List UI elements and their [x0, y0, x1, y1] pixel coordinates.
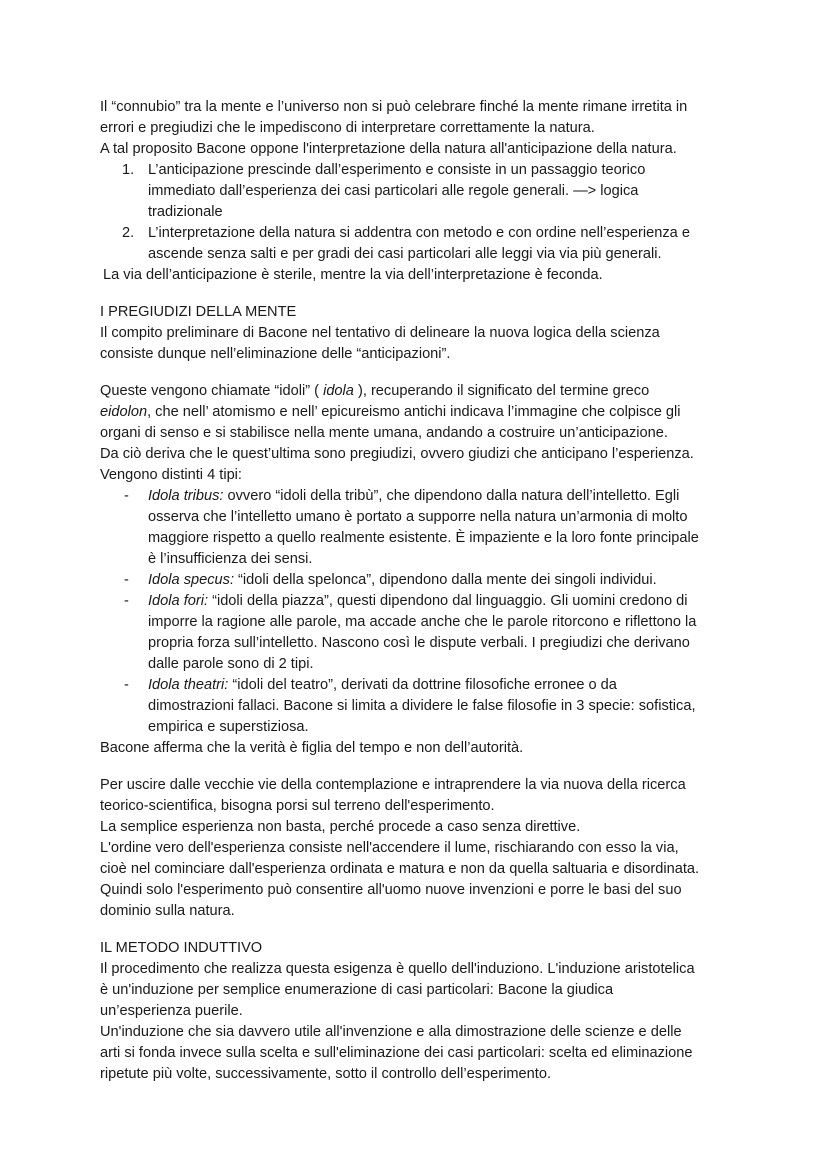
text-line: [100, 465, 740, 486]
text-line: [148, 654, 740, 675]
text-span: , che nell’ atomismo e nell’ epicureismo antichi indicava l’immagine che colpisce gli: [147, 404, 681, 420]
bullet-dash: -: [124, 572, 129, 588]
paragraph: [100, 959, 740, 1085]
list-number: 2.: [122, 225, 135, 241]
paragraph: [100, 738, 740, 759]
text-span: ovvero “idoli della tribù”, che dipendono dalla natura dell’intelletto. Egli: [223, 488, 680, 504]
text-span: L’interpretazione della natura si addentra con metodo e con ordine nell’esperienza e: [148, 225, 690, 241]
text-line: [148, 717, 740, 738]
paragraph: [100, 775, 740, 922]
text-line: [148, 507, 740, 528]
text-line: un’esperienza puerile.: [100, 1003, 243, 1019]
text-line: [148, 486, 740, 507]
text-span: organi di senso e si stabilisce nella mente umana, andando a costruire un’anticipazione.: [100, 425, 668, 441]
text-line: [100, 444, 740, 465]
text-line: [148, 549, 740, 570]
text-line: Quindi solo l'esperimento può consentire all'uomo nuove invenzioni e porre le basi del suo: [100, 882, 682, 898]
idola-term: Idola specus:: [148, 572, 234, 588]
paragraph: [100, 97, 740, 160]
text-line: La via dell’anticipazione è sterile, mentre la via dell’interpretazione è feconda.: [103, 267, 603, 283]
bullet-dash: -: [124, 488, 129, 504]
text-line: [100, 423, 740, 444]
paragraph: [100, 323, 740, 365]
text-line: dominio sulla natura.: [100, 903, 235, 919]
text-span: Queste vengono chiamate “idoli” (: [100, 383, 324, 399]
text-span: ), recuperando il significato del termine greco: [353, 383, 650, 399]
text-line: teorico-scientifica, bisogna porsi sul terreno dell'esperimento.: [100, 798, 495, 814]
text-span: empirica e superstiziosa.: [148, 719, 309, 735]
text-line: cioè nel cominciare dall'esperienza ordinata e matura e non da quella saltuaria e disordinata.: [100, 861, 700, 877]
text-line: errori e pregiudizi che le impediscono di interpretare correttamente la natura.: [100, 120, 595, 136]
document-section: [100, 938, 740, 1085]
list-number: 1.: [122, 162, 135, 178]
document-section: [100, 381, 740, 759]
italic-term: idola: [323, 383, 354, 399]
text-span: ascende senza salti e per gradi dei casi particolari alle leggi via via più generali.: [148, 246, 662, 262]
list-item: [100, 486, 740, 570]
text-span: Da ciò deriva che le quest’ultima sono pregiudizi, ovvero giudizi che anticipano l’esperienza.: [100, 446, 694, 462]
list-item: [100, 675, 740, 738]
text-line: è un'induzione per semplice enumerazione di casi particolari: Bacone la giudica: [100, 982, 614, 998]
paragraph: [100, 265, 740, 286]
text-line: [148, 160, 740, 181]
list-item: [100, 160, 740, 223]
list-item: [100, 591, 740, 675]
list-item: [100, 223, 740, 265]
text-line: La semplice esperienza non basta, perché procede a caso senza direttive.: [100, 819, 581, 835]
text-line: Bacone afferma che la verità è figlia del tempo e non dell’autorità.: [100, 740, 524, 756]
numbered-list: [100, 160, 740, 265]
text-line: Un'induzione che sia davvero utile all'invenzione e alla dimostrazione delle scienze e delle: [100, 1024, 682, 1040]
text-line: ripetute più volte, successivamente, sotto il controllo dell’esperimento.: [100, 1066, 552, 1082]
text-line: [148, 244, 740, 265]
text-line: Il “connubio” tra la mente e l’universo non si può celebrare finché la mente rimane irretita in: [100, 99, 688, 115]
text-span: tradizionale: [148, 204, 223, 220]
text-span: propria forza sull’intelletto. Nascono così le dispute verbali. I pregiudizi che derivano: [148, 635, 690, 651]
idola-term: Idola theatri:: [148, 677, 229, 693]
text-span: imporre la ragione alle parole, ma accade anche che le parole ritorcono e riflettono la: [148, 614, 697, 630]
section-heading: I PREGIUDIZI DELLA MENTE: [100, 304, 297, 320]
text-line: [148, 181, 740, 202]
text-line: A tal proposito Bacone oppone l'interpretazione della natura all'anticipazione della natura.: [100, 141, 677, 157]
bullet-dash: -: [124, 593, 129, 609]
text-span: è l’insufficienza dei sensi.: [148, 551, 313, 567]
text-line: [148, 696, 740, 717]
text-line: [148, 528, 740, 549]
text-line: [100, 402, 740, 423]
bullet-list: [100, 486, 740, 738]
text-line: L'ordine vero dell'esperienza consiste nell'accendere il lume, rischiarando con esso la via,: [100, 840, 679, 856]
text-line: consiste dunque nell’eliminazione delle “anticipazioni”.: [100, 346, 451, 362]
idola-term: Idola fori:: [148, 593, 209, 609]
text-span: Vengono distinti 4 tipi:: [100, 467, 242, 483]
document-section: [100, 97, 740, 286]
idola-term: Idola tribus:: [148, 488, 224, 504]
text-line: [148, 202, 740, 223]
text-line: [100, 381, 740, 402]
text-line: [148, 612, 740, 633]
text-line: Il procedimento che realizza questa esigenza è quello dell'induziono. L'induzione aristotelica: [100, 961, 695, 977]
list-item: [100, 570, 740, 591]
document-section: [100, 302, 740, 365]
text-line: [148, 570, 740, 591]
text-line: arti si fonda invece sulla scelta e sull'eliminazione dei casi particolari: scelta ed eliminazione: [100, 1045, 693, 1061]
text-span: osserva che l’intelletto umano è portato a supporre nella natura un’armonia di molto: [148, 509, 688, 525]
text-span: immediato dall’esperienza dei casi particolari alle regole generali. —> logica: [148, 183, 639, 199]
paragraph: [100, 381, 740, 486]
text-span: “idoli della piazza”, questi dipendono dal linguaggio. Gli uomini credono di: [208, 593, 688, 609]
text-span: “idoli del teatro”, derivati da dottrine filosofiche erronee o da: [228, 677, 617, 693]
text-span: dalle parole sono di 2 tipi.: [148, 656, 314, 672]
text-line: Per uscire dalle vecchie vie della contemplazione e intraprendere la via nuova della ricerca: [100, 777, 686, 793]
document-section: [100, 775, 740, 922]
italic-term: eidolon: [100, 404, 148, 420]
section-heading: IL METODO INDUTTIVO: [100, 940, 263, 956]
text-line: [148, 591, 740, 612]
text-span: dimostrazioni fallaci. Bacone si limita a dividere le false filosofie in 3 specie: sofistica,: [148, 698, 696, 714]
bullet-dash: -: [124, 677, 129, 693]
text-line: [148, 675, 740, 696]
document-page: [100, 97, 740, 1101]
text-span: maggiore rispetto a quello realmente esistente. È impaziente e la loro fonte principale: [148, 530, 699, 546]
text-line: Il compito preliminare di Bacone nel tentativo di delineare la nuova logica della scienza: [100, 325, 660, 341]
text-span: L’anticipazione prescinde dall’esperimento e consiste in un passaggio teorico: [148, 162, 646, 178]
text-line: [148, 223, 740, 244]
text-span: “idoli della spelonca”, dipendono dalla mente dei singoli individui.: [234, 572, 657, 588]
text-line: [148, 633, 740, 654]
